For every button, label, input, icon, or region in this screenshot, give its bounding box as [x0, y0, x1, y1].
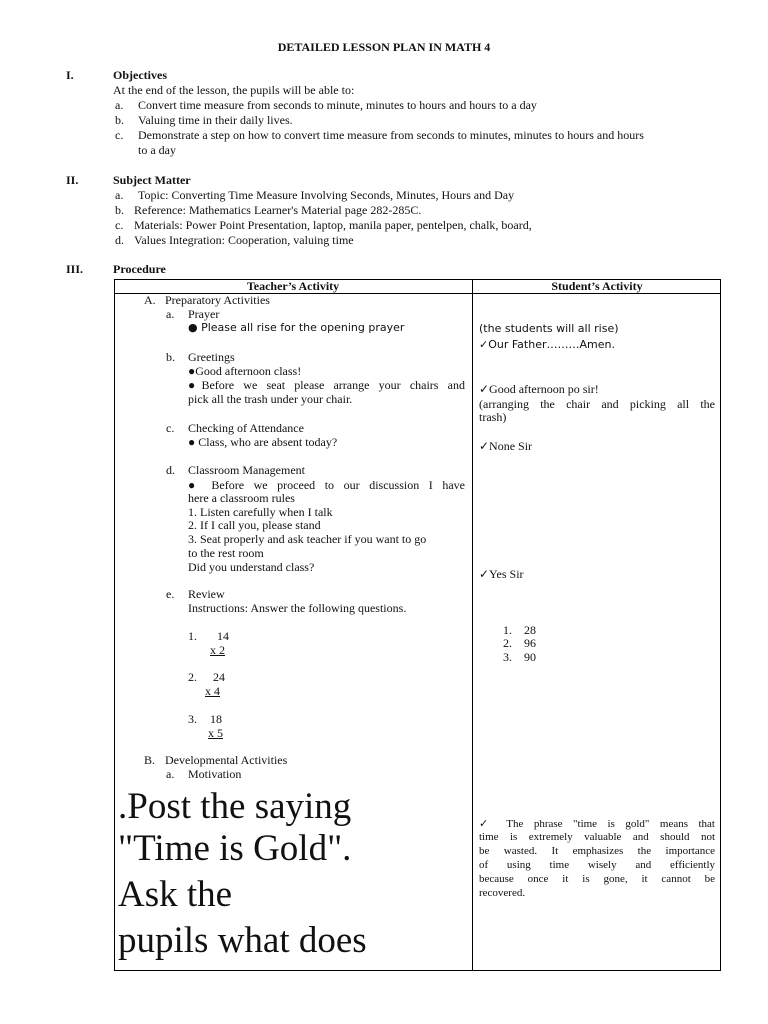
section-number-subject: II.	[66, 173, 79, 187]
section-b-title: Developmental Activities	[165, 753, 288, 767]
table-column-divider	[472, 279, 473, 971]
objective-item: Valuing time in their daily lives.	[138, 113, 293, 127]
prayer-marker: a.	[166, 307, 175, 321]
document-title: DETAILED LESSON PLAN IN MATH 4	[277, 40, 491, 54]
greetings-line: ●Good afternoon class!	[188, 364, 302, 378]
motivation-marker: a.	[166, 767, 175, 781]
attendance-marker: c.	[166, 421, 175, 435]
classroom-rule: to the rest room	[188, 546, 264, 560]
student-explanation-line: ✓ The phrase "time is gold" means that	[479, 818, 715, 830]
subject-marker: c.	[115, 218, 124, 232]
review-title: Review	[188, 587, 225, 601]
classroom-rule: 2. If I call you, please stand	[188, 518, 321, 532]
student-response: ✓Yes Sir	[479, 567, 524, 581]
student-explanation-line: be wasted. It emphasizes the importance	[479, 845, 715, 857]
review-question-top: 18	[210, 712, 222, 726]
section-heading-procedure: Procedure	[113, 262, 166, 276]
student-explanation-line: recovered.	[479, 887, 526, 899]
student-response: ✓Good afternoon po sir!	[479, 382, 599, 396]
review-question-top: 24	[213, 670, 225, 684]
answer-number: 1.	[503, 623, 512, 637]
objective-marker: a.	[115, 98, 124, 112]
subject-marker: a.	[115, 188, 124, 202]
classroom-rule: 3. Seat properly and ask teacher if you want to go	[188, 532, 427, 546]
section-heading-subject: Subject Matter	[113, 173, 191, 187]
attendance-line: ● Class, who are absent today?	[188, 435, 338, 449]
review-question-bottom: x 4	[205, 684, 220, 698]
section-heading-objectives: Objectives	[113, 68, 167, 82]
objective-marker: c.	[115, 128, 124, 142]
student-response: ✓None Sir	[479, 439, 533, 453]
review-question-number: 1.	[188, 629, 197, 643]
motivation-large-text: "Time is Gold".	[118, 828, 352, 869]
student-activity-header: Student’s Activity	[551, 279, 643, 293]
section-number-objectives: I.	[66, 68, 74, 82]
motivation-title: Motivation	[188, 767, 242, 781]
classroom-mgmt-line: here a classroom rules	[188, 491, 295, 505]
review-question-number: 2.	[188, 670, 197, 684]
classroom-mgmt-question: Did you understand class?	[188, 560, 315, 574]
answer-number: 2.	[503, 636, 512, 650]
classroom-mgmt-marker: d.	[166, 463, 175, 477]
answer-value: 90	[524, 650, 536, 664]
objective-item: Convert time measure from seconds to minute, minutes to hours and hours to a day	[138, 98, 537, 112]
section-b-marker: B.	[144, 753, 156, 767]
teacher-activity-header: Teacher’s Activity	[246, 279, 340, 293]
student-response: (arranging the chair and picking all the	[479, 397, 715, 411]
student-response: trash)	[479, 410, 507, 424]
objectives-intro: At the end of the lesson, the pupils will be able to:	[113, 83, 355, 97]
prayer-title: Prayer	[188, 307, 220, 321]
section-a-marker: A.	[144, 293, 156, 307]
section-number-procedure: III.	[66, 262, 84, 276]
student-response: (the students will all rise)	[479, 322, 619, 335]
classroom-mgmt-line: ● Before we proceed to our discussion I have	[188, 478, 465, 492]
review-marker: e.	[166, 587, 175, 601]
greetings-line: pick all the trash under your chair.	[188, 392, 353, 406]
subject-item: Values Integration: Cooperation, valuing time	[134, 233, 354, 247]
classroom-rule: 1. Listen carefully when I talk	[188, 505, 333, 519]
review-question-bottom: x 5	[208, 726, 223, 740]
subject-item: Reference: Mathematics Learner's Material page 282-285C.	[134, 203, 422, 217]
section-a-title: Preparatory Activities	[165, 293, 270, 307]
motivation-large-text: .Post the saying	[118, 786, 352, 827]
answer-value: 96	[524, 636, 536, 650]
motivation-large-text: Ask the	[118, 874, 233, 915]
student-explanation-line: time is extremely valuable and should not	[479, 831, 715, 843]
review-question-top: 14	[217, 629, 229, 643]
objective-item: Demonstrate a step on how to convert time measure from seconds to minutes, minutes to hours and hours	[138, 128, 644, 142]
attendance-title: Checking of Attendance	[188, 421, 304, 435]
motivation-large-text: pupils what does	[118, 920, 367, 961]
review-instructions: Instructions: Answer the following questions.	[188, 601, 407, 615]
prayer-line: ● Please all rise for the opening prayer	[188, 321, 405, 334]
subject-item: Materials: Power Point Presentation, laptop, manila paper, pentelpen, chalk, board,	[134, 218, 532, 232]
greetings-line: ●Before we seat please arrange your chairs and	[188, 378, 465, 392]
answer-value: 28	[524, 623, 536, 637]
review-question-bottom: x 2	[210, 643, 225, 657]
student-response: ✓Our Father………Amen.	[479, 338, 615, 351]
greetings-title: Greetings	[188, 350, 235, 364]
classroom-mgmt-title: Classroom Management	[188, 463, 305, 477]
greetings-marker: b.	[166, 350, 175, 364]
subject-marker: d.	[115, 233, 124, 247]
answer-number: 3.	[503, 650, 512, 664]
objective-item-continued: to a day	[138, 143, 176, 157]
subject-item: Topic: Converting Time Measure Involving Seconds, Minutes, Hours and Day	[138, 188, 515, 202]
review-question-number: 3.	[188, 712, 197, 726]
student-explanation-line: because once it is gone, it cannot be	[479, 873, 715, 885]
student-explanation-line: of using time wisely and efficiently	[479, 859, 715, 871]
subject-marker: b.	[115, 203, 124, 217]
objective-marker: b.	[115, 113, 124, 127]
